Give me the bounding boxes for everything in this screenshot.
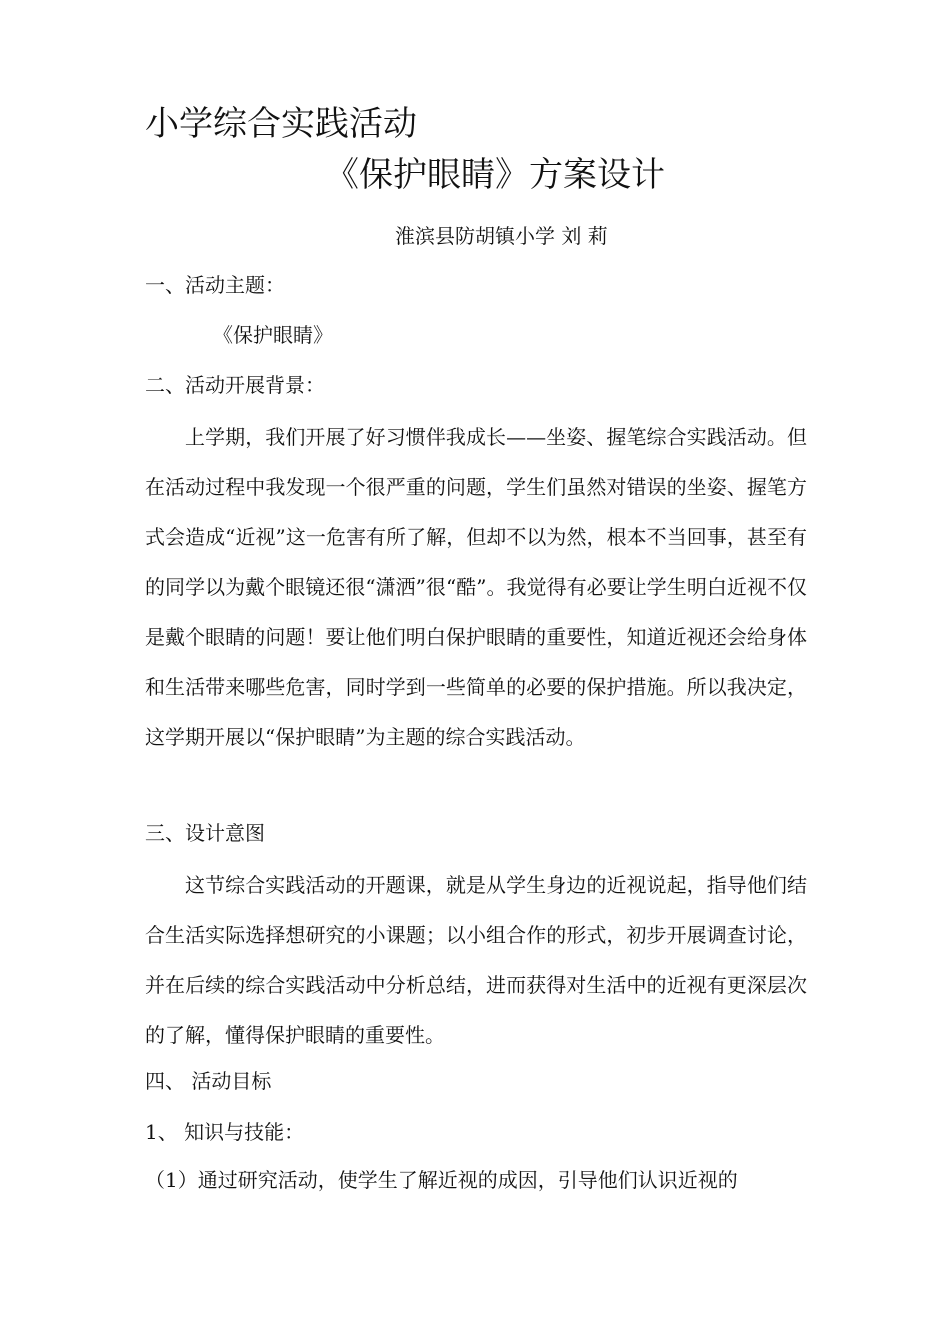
title-line-2: 《保护眼睛》方案设计 xyxy=(325,155,665,195)
title-line-1: 小学综合实践活动 xyxy=(145,104,417,144)
section-1-content: 《保护眼睛》 xyxy=(213,323,333,347)
section-4-item-1: （1）通过研究活动，使学生了解近视的成因，引导他们认识近视的 xyxy=(145,1168,738,1192)
section-4-heading: 四、 活动目标 xyxy=(145,1069,272,1093)
author-line: 淮滨县防胡镇小学 刘 莉 xyxy=(395,224,608,248)
section-1-heading: 一、活动主题： xyxy=(145,273,285,297)
section-2-paragraph: 上学期，我们开展了好习惯伴我成长——坐姿、握笔综合实践活动。但在活动过程中我发现一个很严重的问题，学生们虽然对错误的坐姿、握笔方式会造成“近视”这一危害有所了解，但却不以为然，根本不当回事，甚至有的同学以为戴个眼镜还很“潇洒”很“酷”。我觉得有必要让学生明白近视不仅是戴个眼睛的问题！要让他们明白保护眼睛的重要性，知道近视还会给身体和生活带来哪些危害，同时学到一些简单的必要的保护措施。所以我决定，这学期开展以“保护眼睛”为主题的综合实践活动。 xyxy=(145,425,807,749)
section-3-paragraph: 这节综合实践活动的开题课，就是从学生身边的近视说起，指导他们结合生活实际选择想研究的小课题；以小组合作的形式，初步开展调查讨论，并在后续的综合实践活动中分析总结，进而获得对生活中的近视有更深层次的了解，懂得保护眼睛的重要性。 xyxy=(145,873,807,1047)
section-3-heading: 三、设计意图 xyxy=(145,821,265,845)
section-2-heading: 二、活动开展背景： xyxy=(145,373,325,397)
section-4-subheading: 1、 知识与技能： xyxy=(145,1120,305,1144)
